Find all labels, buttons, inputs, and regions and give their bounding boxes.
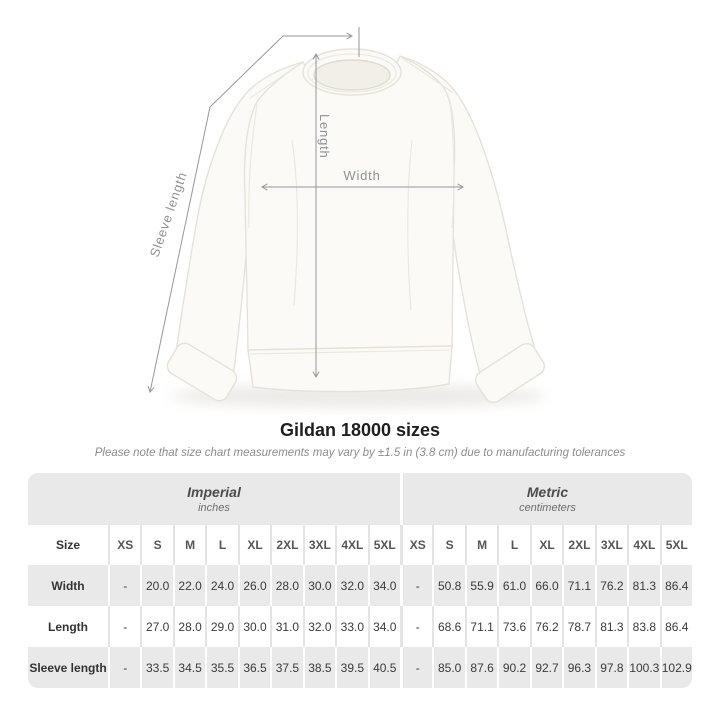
table-cell: 31.0 [270, 606, 302, 647]
table-cell: 68.6 [432, 606, 464, 647]
table-cell: 32.0 [303, 606, 335, 647]
table-cell: 76.2 [595, 565, 627, 606]
table-row-sleeve-length [28, 647, 692, 688]
row-label: Length [48, 619, 88, 634]
size-col-header: M [173, 525, 205, 565]
size-col-header: 4XL [335, 525, 367, 565]
size-col-header: XS [400, 525, 432, 565]
imperial-unit-label: inches [198, 501, 230, 514]
table-cell: 24.0 [205, 565, 237, 606]
table-cell: 55.9 [465, 565, 497, 606]
row-label: Sleeve length [29, 660, 107, 675]
table-cell: 90.2 [497, 647, 529, 688]
row-label: Width [51, 578, 85, 593]
table-cell: - [108, 565, 140, 606]
sleeve-length-label: Sleeve length [146, 169, 190, 259]
table-cell: 33.0 [335, 606, 367, 647]
unit-header-row [28, 473, 692, 525]
size-col-header: 5XL [368, 525, 400, 565]
table-cell: 38.5 [303, 647, 335, 688]
sweatshirt-illustration [164, 49, 548, 406]
page-title: Gildan 18000 sizes [279, 420, 441, 440]
table-cell: 81.3 [595, 606, 627, 647]
table-cell: 30.0 [238, 606, 270, 647]
size-col-header: 4XL [627, 525, 659, 565]
width-label: Width [343, 168, 381, 183]
size-col-header: 3XL [595, 525, 627, 565]
heading-block [0, 419, 720, 460]
table-cell: 50.8 [432, 565, 464, 606]
table-cell: 71.1 [562, 565, 594, 606]
size-col-header: S [432, 525, 464, 565]
table-cell: 34.0 [368, 565, 400, 606]
table-cell: - [400, 647, 432, 688]
table-cell: 34.5 [173, 647, 205, 688]
metric-label: Metric [526, 483, 569, 500]
tolerance-note: Please note that size chart measurements may vary by ±1.5 in (3.8 cm) due to manufacturing tolerances [94, 447, 626, 459]
table-cell: 32.0 [335, 565, 367, 606]
table-cell: 76.2 [530, 606, 562, 647]
table-cell: 29.0 [205, 606, 237, 647]
table-cell: 71.1 [465, 606, 497, 647]
table-cell: 85.0 [432, 647, 464, 688]
table-cell: 73.6 [497, 606, 529, 647]
col-header-size: Size [55, 538, 80, 552]
table-cell: 27.0 [140, 606, 172, 647]
table-row-length [28, 606, 692, 647]
table-cell: 28.0 [270, 565, 302, 606]
size-col-header: 3XL [303, 525, 335, 565]
waistband [248, 346, 452, 392]
table-cell: 33.5 [140, 647, 172, 688]
table-cell: 61.0 [497, 565, 529, 606]
size-col-header: XS [108, 525, 140, 565]
table-cell: 100.3 [627, 647, 659, 688]
table-cell: 96.3 [562, 647, 594, 688]
table-cell: 66.0 [530, 565, 562, 606]
size-col-header: S [140, 525, 172, 565]
table-cell: 40.5 [368, 647, 400, 688]
table-cell: 37.5 [270, 647, 302, 688]
table-cell: 87.6 [465, 647, 497, 688]
table-cell: 81.3 [627, 565, 659, 606]
table-cell: - [108, 606, 140, 647]
size-col-header: L [497, 525, 529, 565]
table-cell: - [108, 647, 140, 688]
size-table [28, 473, 692, 688]
size-col-header: L [205, 525, 237, 565]
unit-header-metric [400, 473, 692, 525]
size-col-header: XL [530, 525, 562, 565]
table-cell: 102.9 [660, 647, 692, 688]
table-cell: 20.0 [140, 565, 172, 606]
table-cell: 34.0 [368, 606, 400, 647]
table-cell: 97.8 [595, 647, 627, 688]
table-cell: 26.0 [238, 565, 270, 606]
table-cell: 22.0 [173, 565, 205, 606]
metric-unit-label: centimeters [519, 501, 576, 514]
imperial-label: Imperial [187, 483, 241, 500]
collar-inner [314, 60, 390, 90]
table-cell: 35.5 [205, 647, 237, 688]
size-col-header: 5XL [660, 525, 692, 565]
table-cell: 30.0 [303, 565, 335, 606]
size-col-header: M [465, 525, 497, 565]
table-cell: 28.0 [173, 606, 205, 647]
table-cell: 36.5 [238, 647, 270, 688]
table-row-width [28, 565, 692, 606]
table-cell: 78.7 [562, 606, 594, 647]
size-header-row [28, 525, 692, 565]
unit-header-imperial [28, 473, 400, 525]
body-panel [245, 56, 455, 350]
table-cell: 86.4 [660, 565, 692, 606]
size-col-header: 2XL [562, 525, 594, 565]
table-cell: 86.4 [660, 606, 692, 647]
table-cell: - [400, 606, 432, 647]
size-col-header: XL [238, 525, 270, 565]
table-cell: 39.5 [335, 647, 367, 688]
table-cell: 92.7 [530, 647, 562, 688]
size-col-header: 2XL [270, 525, 302, 565]
length-label: Length [317, 114, 332, 159]
table-cell: 83.8 [627, 606, 659, 647]
table-cell: - [400, 565, 432, 606]
